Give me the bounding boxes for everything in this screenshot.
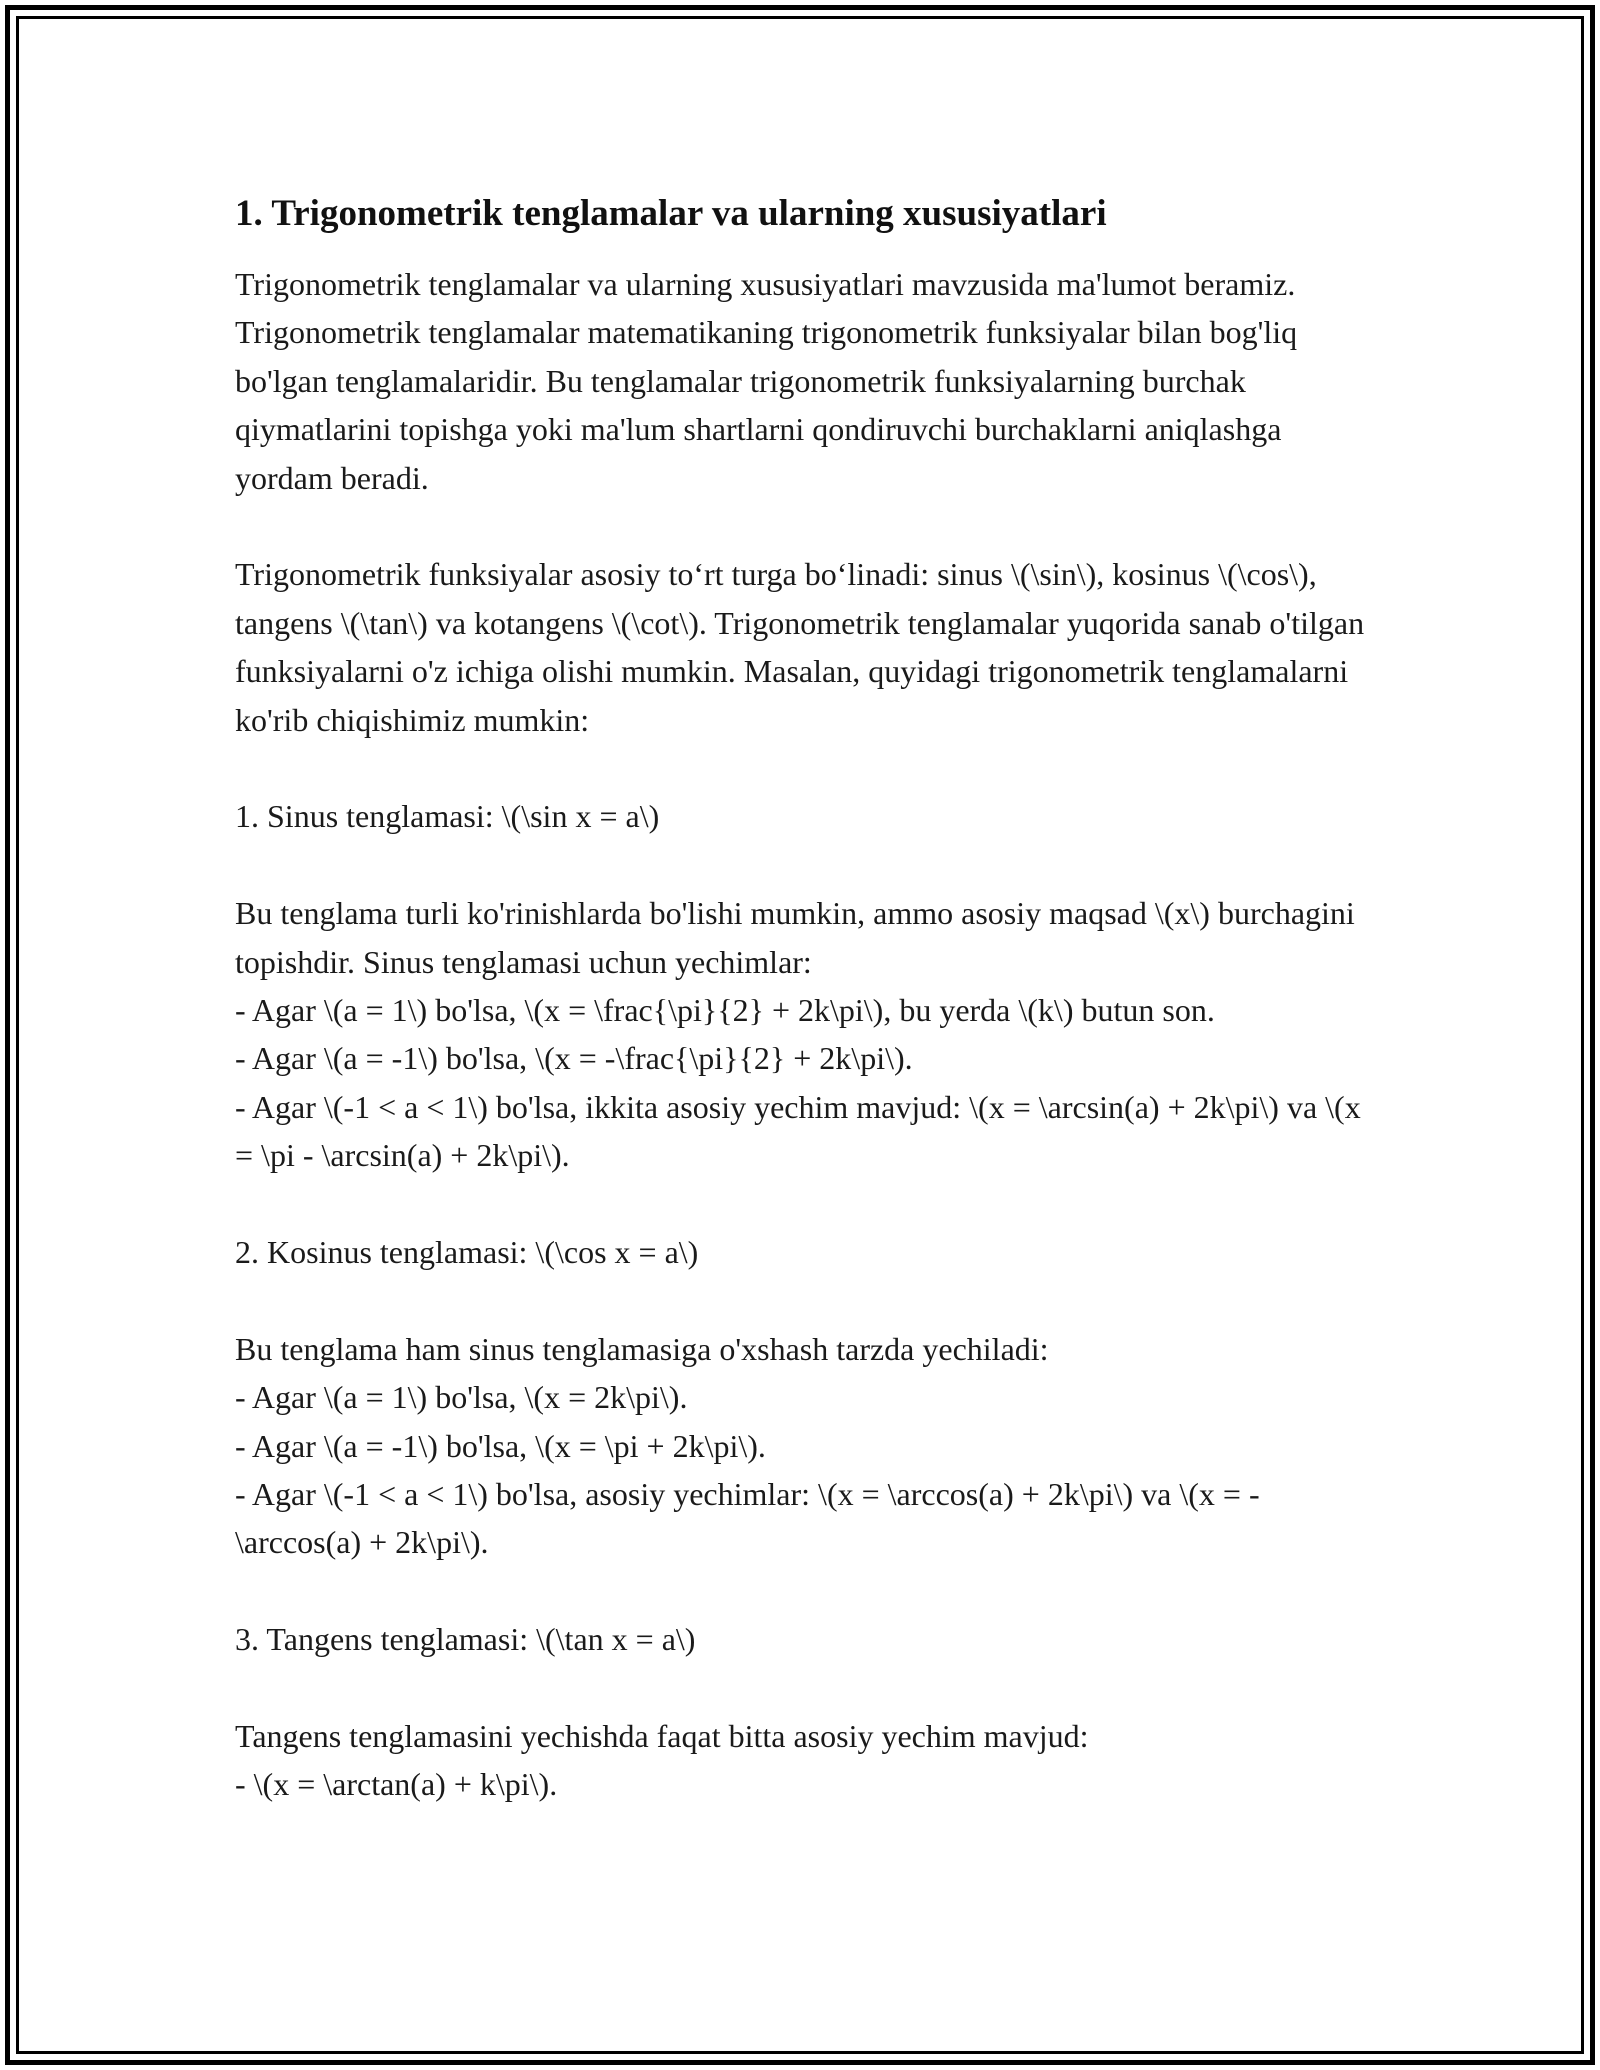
paragraph-gap (235, 1276, 1375, 1324)
document-body (235, 186, 1375, 1809)
cosine-equation-heading: 2. Kosinus tenglamasi: \(\cos x = a\) (235, 1234, 699, 1271)
cosine-case-item: - Agar \(a = 1\) bo'lsa, \(x = 2k\pi\). (235, 1379, 688, 1416)
paragraph-gap (235, 1567, 1375, 1615)
sine-case-item: - Agar \(a = -1\) bo'lsa, \(x = -\frac{\pi}{2} + 2k\pi\). (235, 1040, 913, 1077)
paragraph-gap (235, 841, 1375, 889)
paragraph-gap (235, 1664, 1375, 1712)
paragraph-gap (235, 502, 1375, 550)
cosine-case-item: - Agar \(-1 < a < 1\) bo'lsa, asosiy yechimlar: \(x = \arccos(a) + 2k\pi\) va \(x = -\arccos(a) + 2k\pi\). (235, 1476, 1260, 1561)
section-heading: 1. Trigonometrik tenglamalar va ularning xususiyatlari (235, 193, 1107, 234)
functions-paragraph: Trigonometrik funksiyalar asosiy to‘rt turga bo‘linadi: sinus \(\sin\), kosinus \(\cos\), tangens \(\tan\) va kotangens \(\cot\). Trigonometrik tenglamalar yuqorida sanab o'tilgan funksiyalarni o'z ichiga olishi mumkin. Masalan, quyidagi trigonometrik tenglamalarni ko'rib chiqishimiz mumkin: (235, 556, 1365, 738)
cosine-case-item: - Agar \(a = -1\) bo'lsa, \(x = \pi + 2k\pi\). (235, 1427, 766, 1464)
tangent-equation-heading: 3. Tangens tenglamasi: \(\tan x = a\) (235, 1621, 696, 1658)
paragraph-gap (235, 744, 1375, 792)
sine-description: Bu tenglama turli ko'rinishlarda bo'lishi mumkin, ammo asosiy maqsad \(x\) burchagini topishdir. Sinus tenglamasi uchun yechimlar: (235, 895, 1355, 980)
tangent-description: Tangens tenglamasini yechishda faqat bitta asosiy yechim mavjud: (235, 1718, 1089, 1755)
sine-case-item: - Agar \(a = 1\) bo'lsa, \(x = \frac{\pi}{2} + 2k\pi\), bu yerda \(k\) butun son. (235, 992, 1215, 1029)
paragraph-gap (235, 1180, 1375, 1228)
sine-case-item: - Agar \(-1 < a < 1\) bo'lsa, ikkita asosiy yechim mavjud: \(x = \arcsin(a) + 2k\pi\) va \(x = \pi - \arcsin(a) + 2k\pi\). (235, 1088, 1361, 1174)
sine-equation-heading: 1. Sinus tenglamasi: \(\sin x = a\) (235, 798, 660, 835)
tangent-case-item: - \(x = \arctan(a) + k\pi\). (235, 1766, 558, 1803)
cosine-description: Bu tenglama ham sinus tenglamasiga o'xshash tarzda yechiladi: (235, 1330, 1049, 1367)
intro-paragraph: Trigonometrik tenglamalar va ularning xususiyatlari mavzusida ma'lumot beramiz. Trigonometrik tenglamalar matematikaning trigonometrik funksiyalar bilan bog'liq bo'lgan tenglamalaridir. Bu tenglamalar trigonometrik funksiyalarning burchak qiymatlarini topishga yoki ma'lum shartlarni qondiruvchi burchaklarni aniqlashga yordam beradi. (235, 266, 1298, 496)
